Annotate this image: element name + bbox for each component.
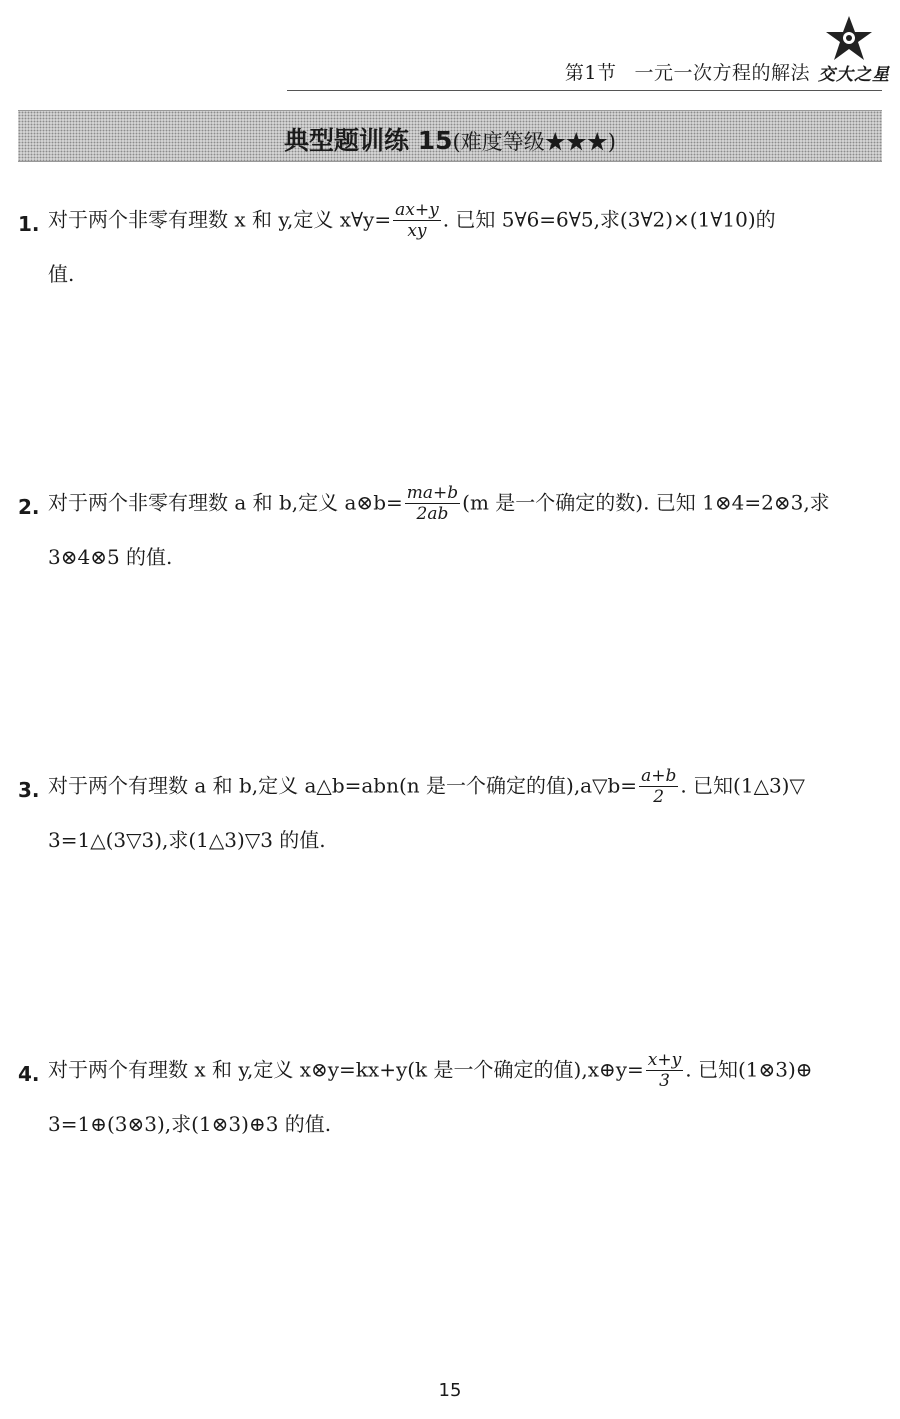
problem-text: 对于两个非零有理数 a 和 b,定义 a⊗b= [48,490,403,515]
fraction-numerator: ma+b [406,483,459,503]
fraction [393,200,441,242]
problem-text: 对于两个非零有理数 x 和 y,定义 x∀y= [48,207,392,232]
problem-text: 对于两个有理数 x 和 y,定义 x⊗y=kx+y(k 是一个确定的值),x⊕y= [48,1057,644,1082]
section-label: 第1节 [564,62,617,84]
problem-text: . 已知(1⊗3)⊕ [685,1057,813,1082]
difficulty-label: (难度等级★★★) [452,130,616,154]
problem-line-2: 3=1⊕(3⊗3),求(1⊗3)⊕3 的值. [48,1112,332,1136]
problem-number: 4. [18,1062,40,1086]
title-band [18,110,882,162]
brand-logo-text: 交大之星 [818,65,890,85]
problem-text: . 已知(1△3)▽ [680,773,805,798]
fraction-numerator: a+b [641,766,677,786]
problem-text: (m 是一个确定的数). 已知 1⊗4=2⊗3,求 [462,490,830,515]
fraction [646,1050,683,1092]
fraction-denominator: xy [407,221,427,242]
fraction [405,483,460,525]
problem-line-1 [48,200,776,242]
problem-line-1 [48,1050,813,1092]
header-rule [287,90,882,91]
fraction-numerator: x+y [647,1050,682,1070]
chapter-title: 一元一次方程的解法 [634,62,810,84]
problem-text: 对于两个有理数 a 和 b,定义 a△b=abn(n 是一个确定的值),a▽b= [48,773,638,798]
problem-line-1 [48,766,805,808]
title-main: 典型题训练 15 [284,126,453,155]
running-head [470,58,810,85]
fraction-denominator: 2ab [416,504,449,525]
fraction [639,766,678,808]
star-logo-icon [824,14,874,62]
problem-number: 1. [18,212,40,236]
problem-line-2: 3⊗4⊗5 的值. [48,545,173,569]
problem-number: 2. [18,495,40,519]
problem-text: . 已知 5∀6=6∀5,求(3∀2)×(1∀10)的 [442,207,776,232]
problem-line-2: 值. [48,262,75,286]
fraction-denominator: 2 [653,787,665,808]
section-title [18,121,882,157]
problem-number: 3. [18,778,40,802]
fraction-numerator: ax+y [395,200,439,220]
problem-line-2: 3=1△(3▽3),求(1△3)▽3 的值. [48,828,326,852]
problem-line-1 [48,483,830,525]
page-number: 15 [438,1380,462,1401]
fraction-denominator: 3 [659,1071,670,1092]
